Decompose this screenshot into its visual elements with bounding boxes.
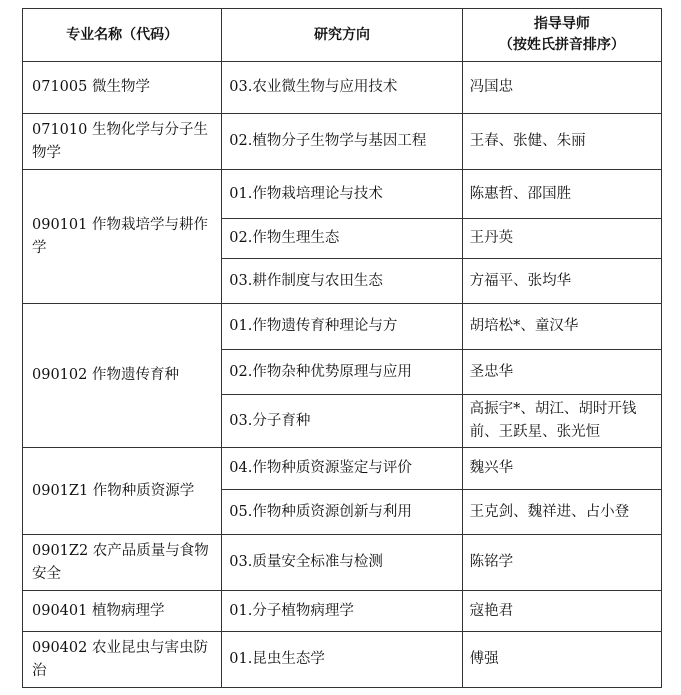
advisor-cell: 高振宇*、胡江、胡时开钱前、王跃星、张光恒 [462, 395, 661, 448]
direction-cell: 03.农业微生物与应用技术 [222, 62, 462, 114]
direction-cell: 02.作物生理生态 [222, 219, 462, 259]
header-advisor-note: （按姓氏拼音排序） [498, 37, 625, 53]
direction-cell: 05.作物种质资源创新与利用 [222, 490, 462, 535]
advisor-cell: 魏兴华 [462, 448, 661, 490]
advisor-cell: 傅强 [462, 632, 661, 688]
advisor-cell: 寇艳君 [462, 591, 661, 632]
direction-cell: 01.作物遗传育种理论与方 [222, 304, 462, 350]
advisor-cell: 王春、张健、朱丽 [462, 114, 661, 170]
advisor-cell: 王丹英 [462, 219, 661, 259]
direction-cell: 02.作物杂种优势原理与应用 [222, 350, 462, 395]
direction-cell: 01.分子植物病理学 [222, 591, 462, 632]
major-cell: 090401 植物病理学 [23, 591, 222, 632]
direction-cell: 03.耕作制度与农田生态 [222, 259, 462, 304]
advisor-cell: 王克剑、魏祥进、占小登 [462, 490, 661, 535]
major-cell: 071005 微生物学 [23, 62, 222, 114]
advisor-cell: 陈惠哲、邵国胜 [462, 170, 661, 219]
advisor-cell: 方福平、张均华 [462, 259, 661, 304]
advisor-cell: 胡培松*、童汉华 [462, 304, 661, 350]
advisor-cell: 陈铭学 [462, 535, 661, 591]
header-major: 专业名称（代码） [23, 9, 222, 62]
direction-cell: 03.质量安全标准与检测 [222, 535, 462, 591]
direction-cell: 01.作物栽培理论与技术 [222, 170, 462, 219]
direction-cell: 04.作物种质资源鉴定与评价 [222, 448, 462, 490]
program-table [22, 8, 662, 688]
advisor-cell: 冯国忠 [462, 62, 661, 114]
major-cell: 090102 作物遗传育种 [23, 304, 222, 448]
advisor-cell: 圣忠华 [462, 350, 661, 395]
major-cell: 0901Z2 农产品质量与食物安全 [23, 535, 222, 591]
direction-cell: 03.分子育种 [222, 395, 462, 448]
header-advisor [462, 9, 661, 62]
direction-cell: 01.昆虫生态学 [222, 632, 462, 688]
major-cell: 090402 农业昆虫与害虫防治 [23, 632, 222, 688]
direction-cell: 02.植物分子生物学与基因工程 [222, 114, 462, 170]
header-advisor-title: 指导导师 [533, 16, 590, 32]
major-cell: 071010 生物化学与分子生物学 [23, 114, 222, 170]
major-cell: 090101 作物栽培学与耕作学 [23, 170, 222, 304]
major-cell: 0901Z1 作物种质资源学 [23, 448, 222, 535]
header-direction: 研究方向 [222, 9, 462, 62]
